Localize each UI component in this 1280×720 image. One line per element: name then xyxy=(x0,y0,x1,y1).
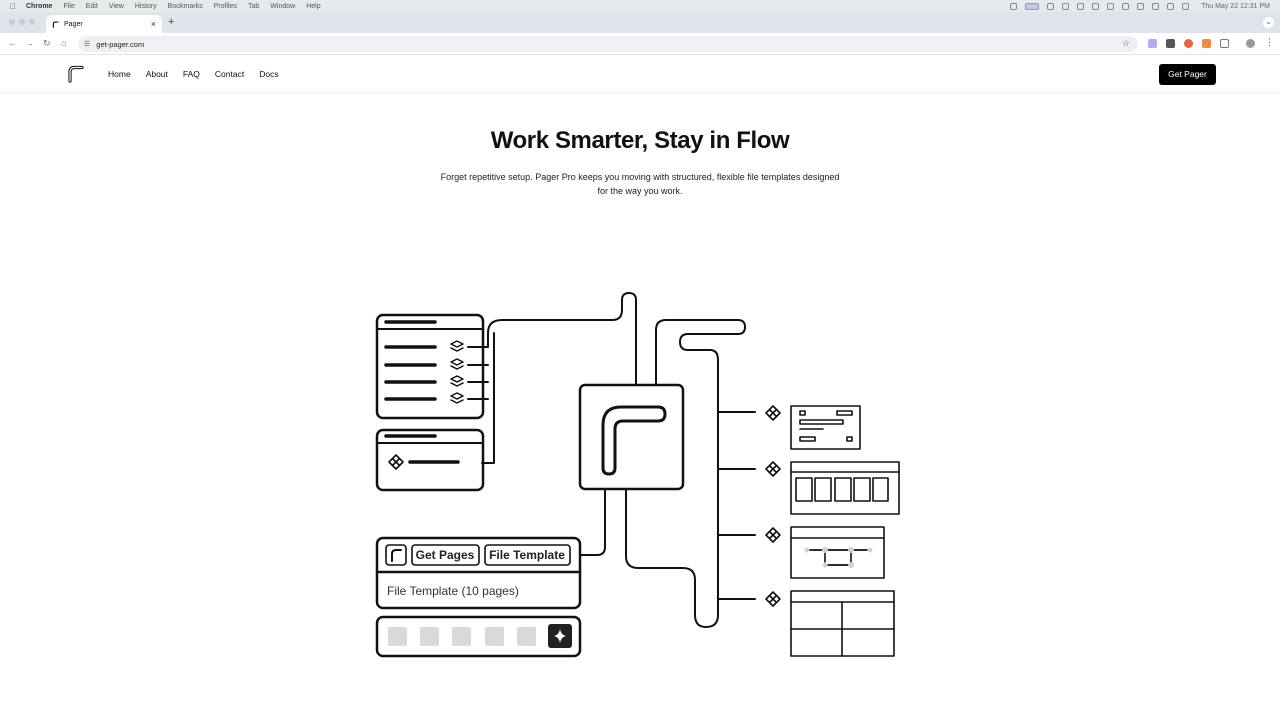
macos-menu-bar xyxy=(0,0,1280,12)
menu-bookmarks[interactable]: Bookmarks xyxy=(161,2,197,10)
nav-link-contact[interactable]: Contact xyxy=(214,69,245,79)
menu-profiles[interactable]: Profiles xyxy=(207,2,231,10)
address-bar[interactable] xyxy=(78,36,1138,52)
primary-nav xyxy=(108,69,294,79)
minimize-window-button[interactable] xyxy=(19,19,25,25)
template-thumbnail-form xyxy=(791,406,860,449)
file-template-label: File Template xyxy=(489,548,565,562)
zoom-window-button[interactable] xyxy=(29,19,35,25)
menu-chrome[interactable]: Chrome xyxy=(20,2,47,10)
new-tab-button[interactable]: + xyxy=(168,16,175,28)
control-center-icon[interactable] xyxy=(1182,3,1189,10)
template-thumbnail-flow xyxy=(791,527,884,578)
hero-subtitle: Forget repetitive setup. Pager Pro keeps you moving with structured, flexible file templates designed for the way you work. xyxy=(440,172,840,196)
tab-pager[interactable] xyxy=(46,15,162,33)
browser-toolbar xyxy=(0,33,1280,55)
template-thumbnail-table xyxy=(791,591,894,656)
apple-icon[interactable] xyxy=(10,2,16,11)
extension-icon[interactable] xyxy=(1166,39,1175,48)
wifi-icon[interactable] xyxy=(1152,3,1159,10)
url-text[interactable]: get-pager.com xyxy=(96,39,145,49)
menu-history[interactable]: History xyxy=(128,2,151,10)
connector-lines xyxy=(468,293,755,627)
tab-title: Pager xyxy=(64,20,83,28)
tab-strip xyxy=(0,12,1280,33)
close-window-button[interactable] xyxy=(9,19,15,25)
home-icon[interactable]: ⌂ xyxy=(61,38,67,48)
component-window xyxy=(377,430,483,490)
hero-title: Work Smarter, Stay in Flow xyxy=(490,127,790,154)
tab-search-chevron-icon[interactable]: ⌄ xyxy=(1263,17,1274,28)
action-toolbar-card xyxy=(377,617,580,656)
status-icon[interactable] xyxy=(1122,3,1129,10)
window-controls xyxy=(9,19,35,25)
status-icons xyxy=(1010,0,1270,12)
back-arrow-icon[interactable]: ← xyxy=(8,38,17,48)
bookmark-star-icon[interactable]: ☆ xyxy=(1121,38,1130,48)
nav-link-faq[interactable]: FAQ xyxy=(182,69,200,79)
close-tab-icon[interactable]: × xyxy=(150,19,156,29)
nav-link-home[interactable]: Home xyxy=(108,69,131,79)
get-pager-button[interactable]: Get Pager xyxy=(1159,64,1216,85)
template-thumbnail-columns xyxy=(791,462,899,514)
nav-link-about[interactable]: About xyxy=(145,69,168,79)
workflow-illustration xyxy=(360,285,920,665)
site-header xyxy=(0,56,1280,92)
kebab-menu-icon[interactable]: ⋮ xyxy=(1265,37,1274,47)
reload-icon[interactable]: ↻ xyxy=(43,38,51,48)
menu-view[interactable]: View xyxy=(102,2,118,10)
menu-window[interactable]: Window xyxy=(264,2,290,10)
screen-record-icon[interactable] xyxy=(1025,3,1039,10)
nav-link-docs[interactable]: Docs xyxy=(259,69,279,79)
extension-icon[interactable] xyxy=(1184,39,1193,48)
status-icon[interactable] xyxy=(1092,3,1099,10)
extension-icon[interactable] xyxy=(1202,39,1211,48)
status-icon[interactable] xyxy=(1107,3,1114,10)
pager-favicon-icon xyxy=(52,21,59,28)
list-window xyxy=(377,315,483,418)
pager-logo-icon[interactable] xyxy=(67,65,85,83)
status-icon[interactable] xyxy=(1047,3,1054,10)
get-pages-label: Get Pages xyxy=(415,548,475,562)
menu-clock[interactable]: Thu May 22 12:31 PM xyxy=(1201,2,1270,10)
status-icon[interactable] xyxy=(1062,3,1069,10)
component-diamond-icons xyxy=(766,406,780,606)
extension-icon[interactable] xyxy=(1148,39,1157,48)
central-pager-logo xyxy=(580,385,683,489)
site-info-icon[interactable]: ☰ xyxy=(84,41,91,48)
status-icon[interactable] xyxy=(1077,3,1084,10)
menu-help[interactable]: Help xyxy=(300,2,315,10)
menu-file[interactable]: File xyxy=(57,2,69,10)
menu-tab[interactable]: Tab xyxy=(241,2,254,10)
template-description: File Template (10 pages) xyxy=(387,584,519,598)
search-icon[interactable] xyxy=(1167,3,1174,10)
extensions-puzzle-icon[interactable] xyxy=(1220,39,1229,48)
battery-icon[interactable] xyxy=(1137,3,1144,10)
profile-avatar[interactable] xyxy=(1246,39,1255,48)
menu-edit[interactable]: Edit xyxy=(79,2,92,10)
mic-icon[interactable] xyxy=(1010,3,1017,10)
forward-arrow-icon[interactable]: → xyxy=(25,38,34,48)
